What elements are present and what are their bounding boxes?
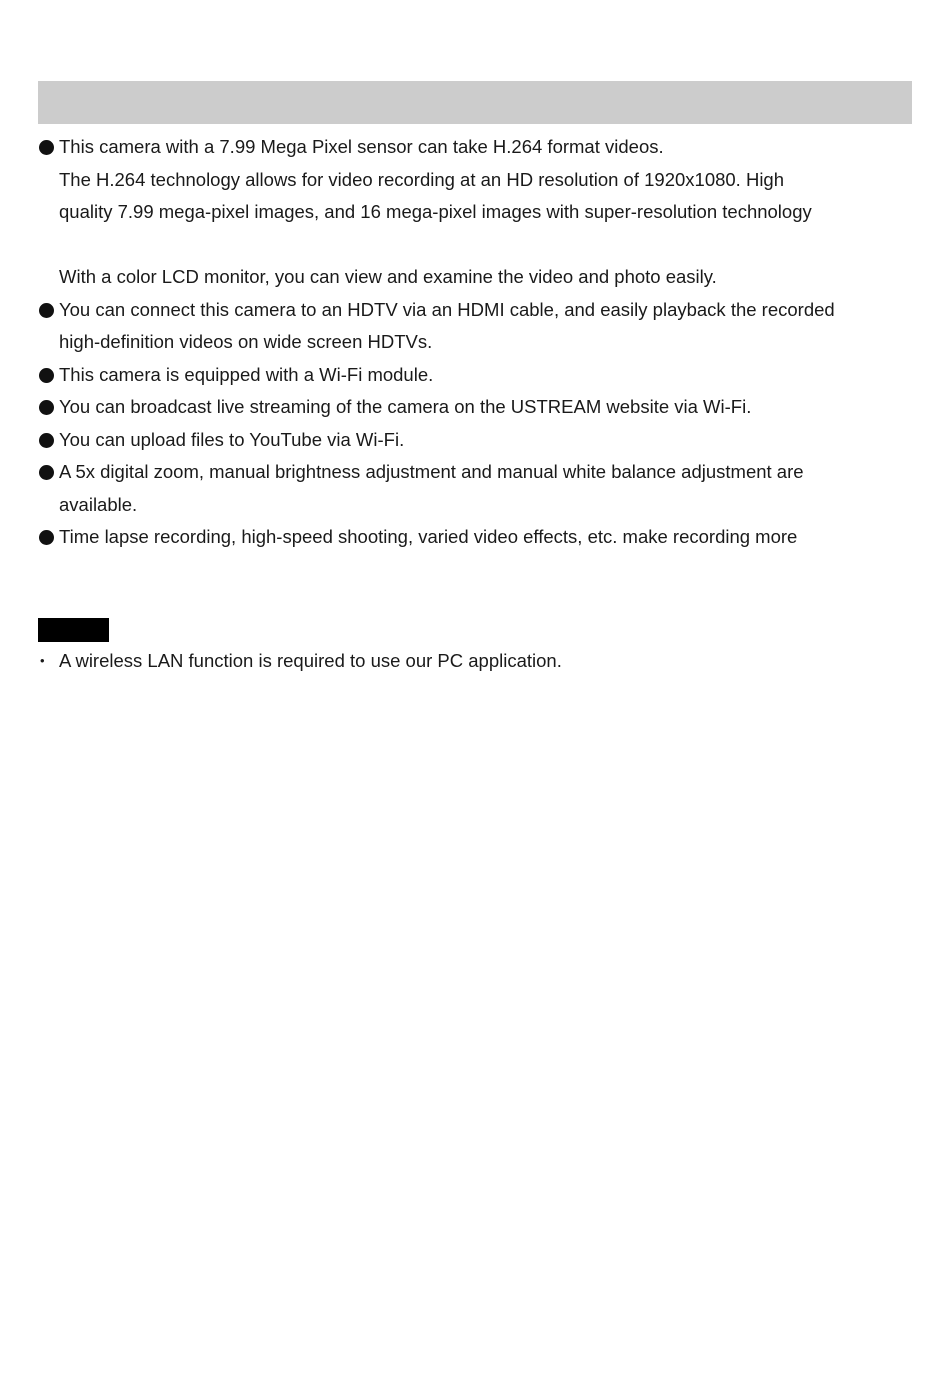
feature-line: You can broadcast live streaming of the camera on the USTREAM website via Wi-Fi. [59,396,752,417]
feature-line: Time lapse recording, high-speed shooting, varied video effects, etc. make recording more [59,526,798,547]
bullet-dot-icon [39,433,54,448]
feature-line: You can upload files to YouTube via Wi-Fi. [59,428,405,450]
bullet-dot-icon [39,368,54,383]
feature-line: You can connect this camera to an HDTV via an HDMI cable, and easily playback the recorded [59,298,835,320]
feature-line: A 5x digital zoom, manual brightness adjustment and manual white balance adjustment are [59,461,804,482]
note-label-badge [38,618,109,642]
feature-line: This camera with a 7.99 Mega Pixel sensor can take H.264 format videos. [59,136,664,157]
bullet-dot-icon [39,303,54,318]
note-list [38,645,912,678]
feature-line: This camera is equipped with a Wi-Fi module. [59,363,434,385]
bullet-dot-icon [39,530,54,545]
feature-item-youtube [38,424,912,457]
feature-item-time-lapse [38,521,912,554]
feature-item-wifi-module [38,359,912,392]
section-header-bar [38,81,912,124]
feature-item-ustream [38,391,912,424]
feature-line: quality 7.99 mega-pixel images, and 16 mega-pixel images with super-resolution technology [59,201,812,222]
note-bullet: • [40,653,45,668]
feature-line: With a color LCD monitor, you can view and examine the video and photo easily. [59,266,717,287]
feature-line-blank [59,229,912,262]
feature-item-hdmi [38,294,912,359]
feature-item-zoom [38,456,912,521]
bullet-dot-icon [39,140,54,155]
note-item [38,645,912,678]
feature-line: available. [59,493,138,515]
bullet-dot-icon [39,400,54,415]
feature-list [38,131,912,554]
feature-item-video-sensor [38,131,912,294]
feature-line: high-definition videos on wide screen HDTVs. [59,331,433,352]
bullet-dot-icon [39,465,54,480]
note-text: A wireless LAN function is required to use our PC application. [59,650,562,671]
feature-line: The H.264 technology allows for video recording at an HD resolution of 1920x1080. High [59,168,785,190]
